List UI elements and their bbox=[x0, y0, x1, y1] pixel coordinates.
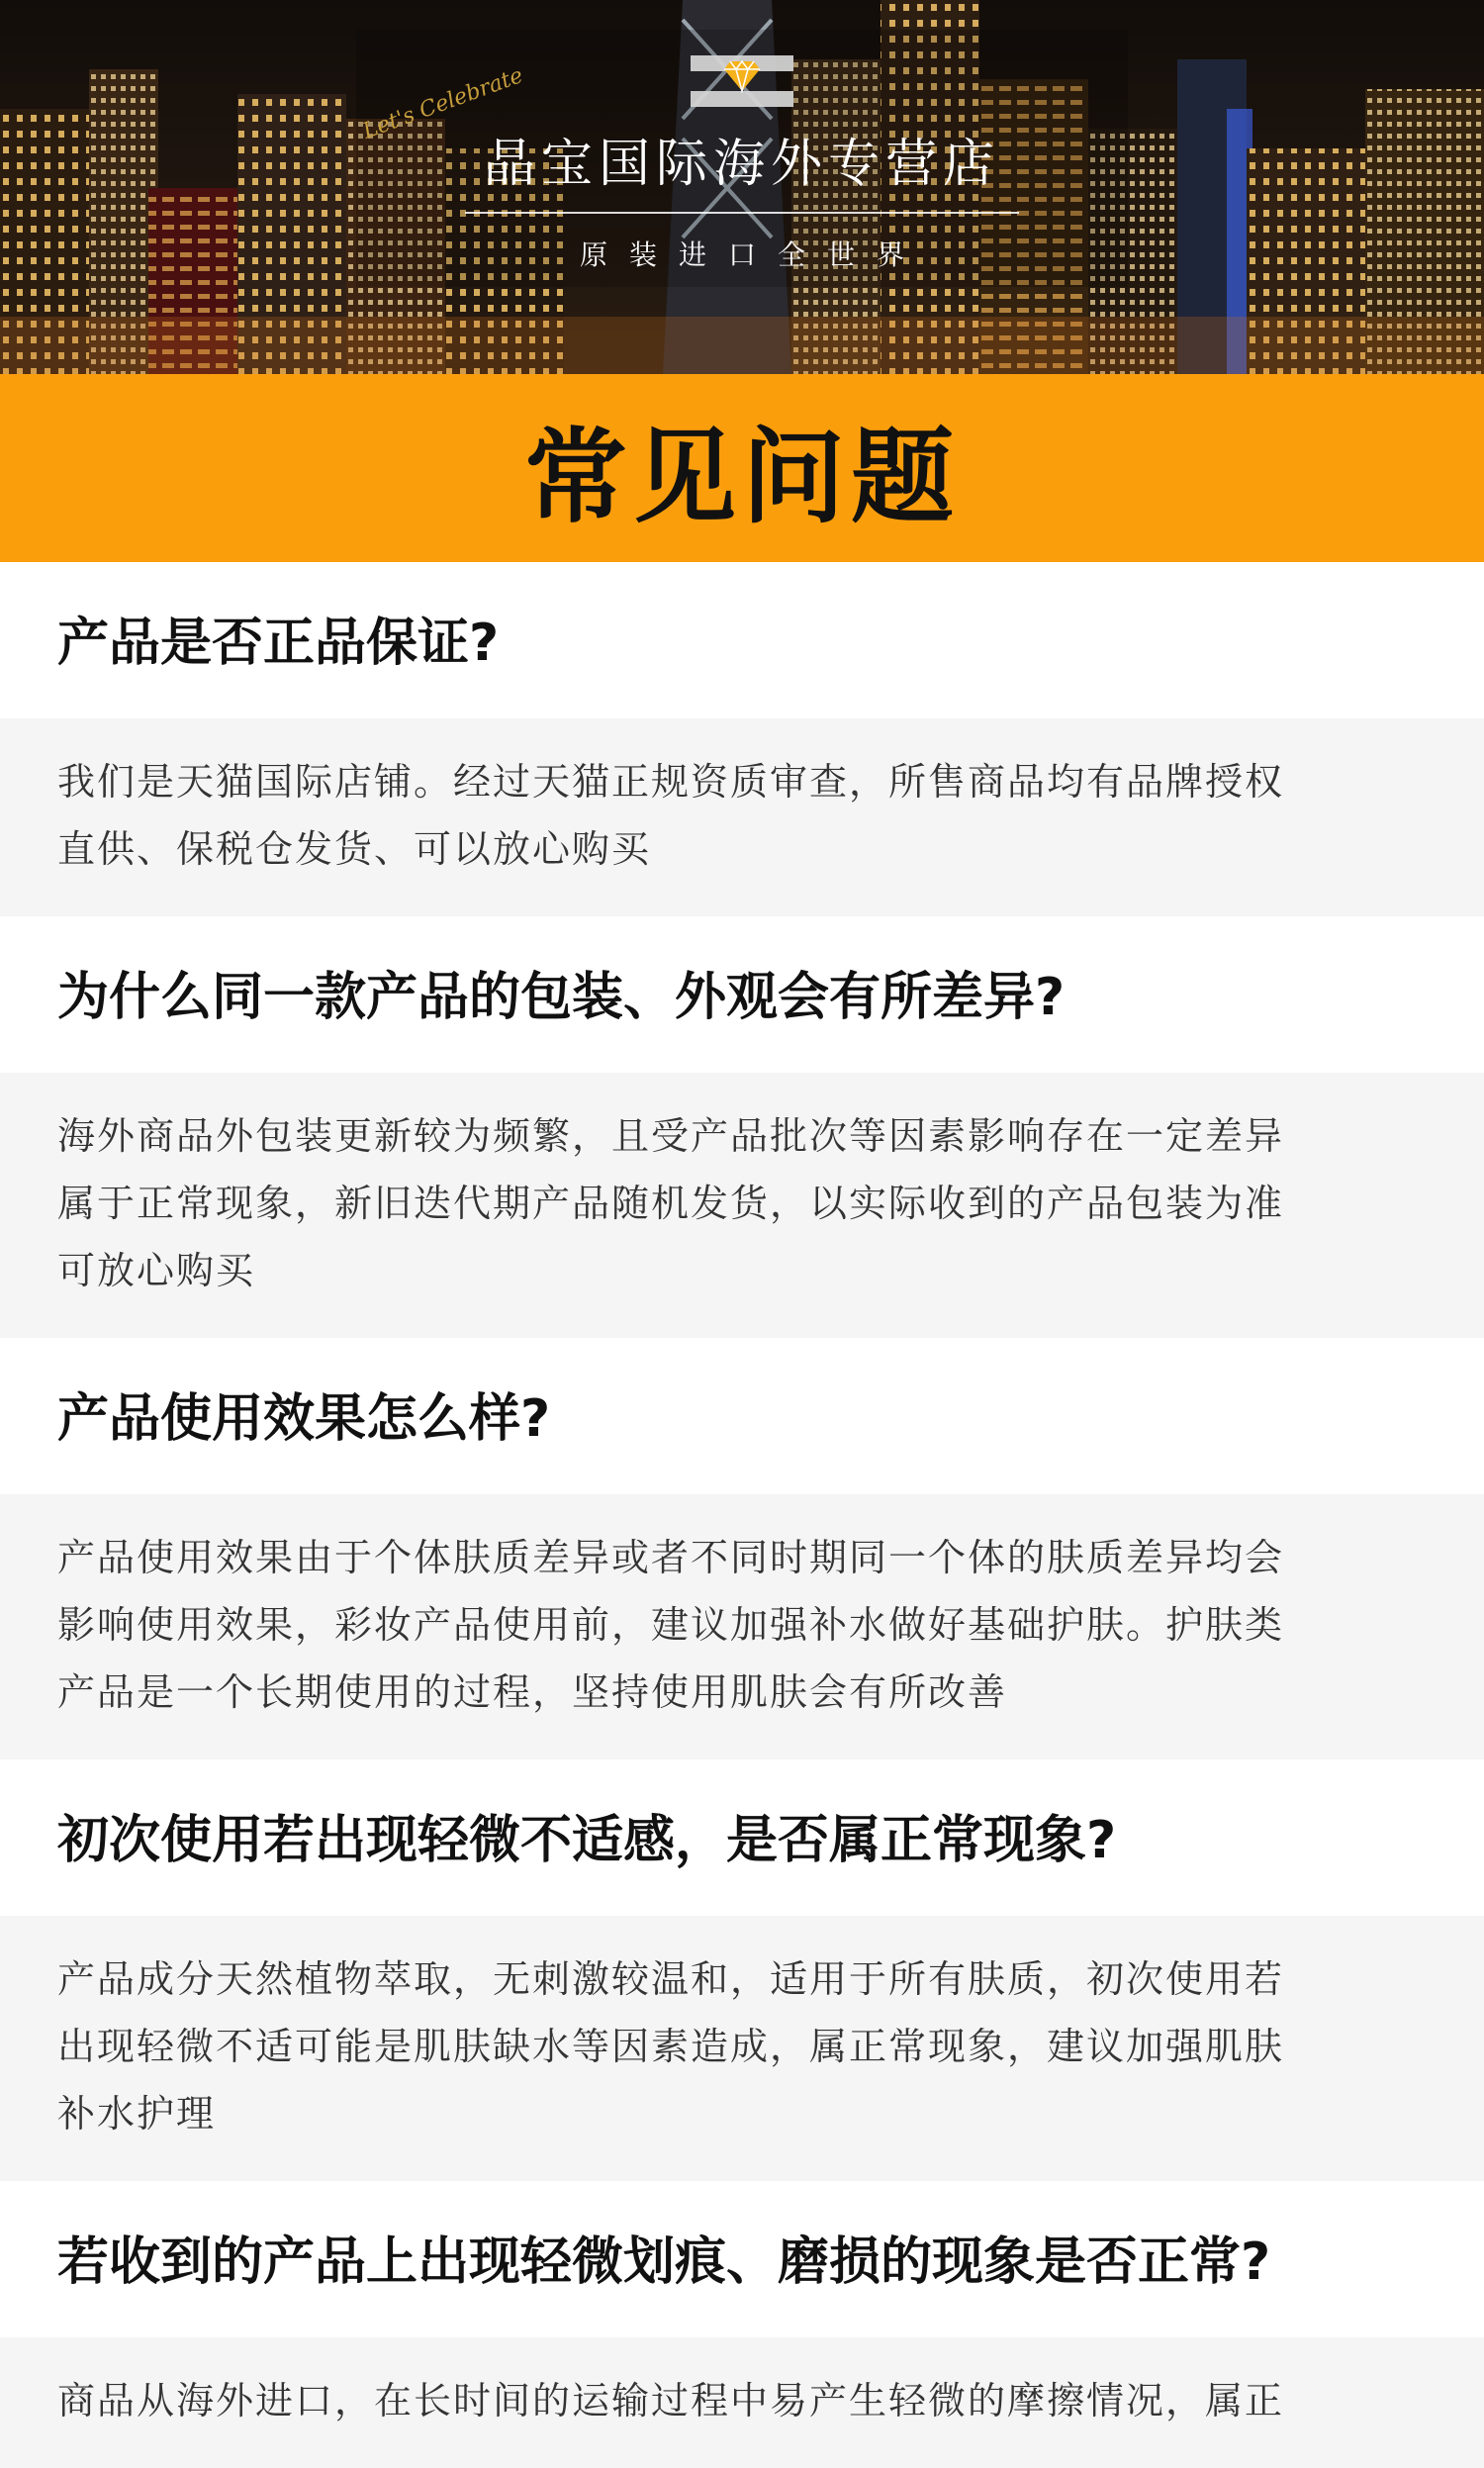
faq-title: 常见问题 bbox=[523, 417, 960, 537]
faq-answer-line: 产品成分天然植物萃取，无刺激较温和，适用于所有肤质，初次使用若 bbox=[57, 1957, 1285, 2001]
faq-answer bbox=[0, 1916, 1484, 2181]
faq-list bbox=[0, 562, 1484, 2468]
faq-answer-line: 我们是天猫国际店铺。经过天猫正规资质审查，所售商品均有品牌授权 bbox=[57, 760, 1285, 804]
faq-answer bbox=[0, 1073, 1484, 1338]
store-name: 晶宝国际海外专营店 bbox=[483, 135, 1000, 194]
faq-answer bbox=[0, 718, 1484, 916]
faq-item bbox=[0, 1338, 1484, 1759]
brand-block bbox=[0, 49, 1484, 273]
faq-answer bbox=[0, 1494, 1484, 1759]
faq-answer-line: 属于正常现象，新旧迭代期产品随机发货，以实际收到的产品包装为准 bbox=[57, 1182, 1285, 1225]
faq-question: 初次使用若出现轻微不适感，是否属正常现象? bbox=[57, 1811, 1117, 1870]
store-slogan: 原装进口全世界 bbox=[579, 238, 926, 271]
faq-question: 产品是否正品保证? bbox=[57, 614, 500, 673]
faq-answer-line: 出现轻微不适可能是肌肤缺水等因素造成，属正常现象，建议加强肌肤 bbox=[57, 2025, 1285, 2068]
faq-item bbox=[0, 562, 1484, 916]
faq-answer-line: 产品使用效果由于个体肤质差异或者不同时期同一个体的肤质差异均会 bbox=[57, 1536, 1285, 1579]
faq-answer-line: 直供、保税仓发货、可以放心购买 bbox=[57, 827, 652, 871]
faq-question: 为什么同一款产品的包装、外观会有所差异? bbox=[57, 968, 1066, 1027]
faq-answer-line: 海外商品外包装更新较为频繁，且受产品批次等因素影响存在一定差异 bbox=[57, 1114, 1285, 1158]
faq-item bbox=[0, 916, 1484, 1338]
faq-item bbox=[0, 2181, 1484, 2468]
svg-text:Let's Celebrate: Let's Celebrate bbox=[359, 62, 527, 144]
faq-answer-line: 补水护理 bbox=[57, 2092, 217, 2136]
faq-answer-line: 产品是一个长期使用的过程，坚持使用肌肤会有所改善 bbox=[57, 1670, 1008, 1714]
faq-answer-line: 影响使用效果，彩妆产品使用前，建议加强补水做好基础护肤。护肤类 bbox=[57, 1603, 1285, 1647]
diamond-icon bbox=[722, 55, 762, 95]
faq-answer bbox=[0, 2337, 1484, 2468]
faq-question: 产品使用效果怎么样? bbox=[57, 1389, 551, 1449]
faq-answer-line: 商品从海外进口，在长时间的运输过程中易产生轻微的摩擦情况，属正 bbox=[57, 2379, 1285, 2422]
store-banner bbox=[0, 0, 1484, 374]
faq-item bbox=[0, 1759, 1484, 2181]
faq-answer-line: 可放心购买 bbox=[57, 1249, 256, 1292]
store-logo bbox=[691, 49, 793, 113]
brand-divider bbox=[465, 212, 1019, 214]
faq-header bbox=[0, 374, 1484, 562]
faq-question: 若收到的产品上出现轻微划痕、磨损的现象是否正常? bbox=[57, 2232, 1271, 2292]
